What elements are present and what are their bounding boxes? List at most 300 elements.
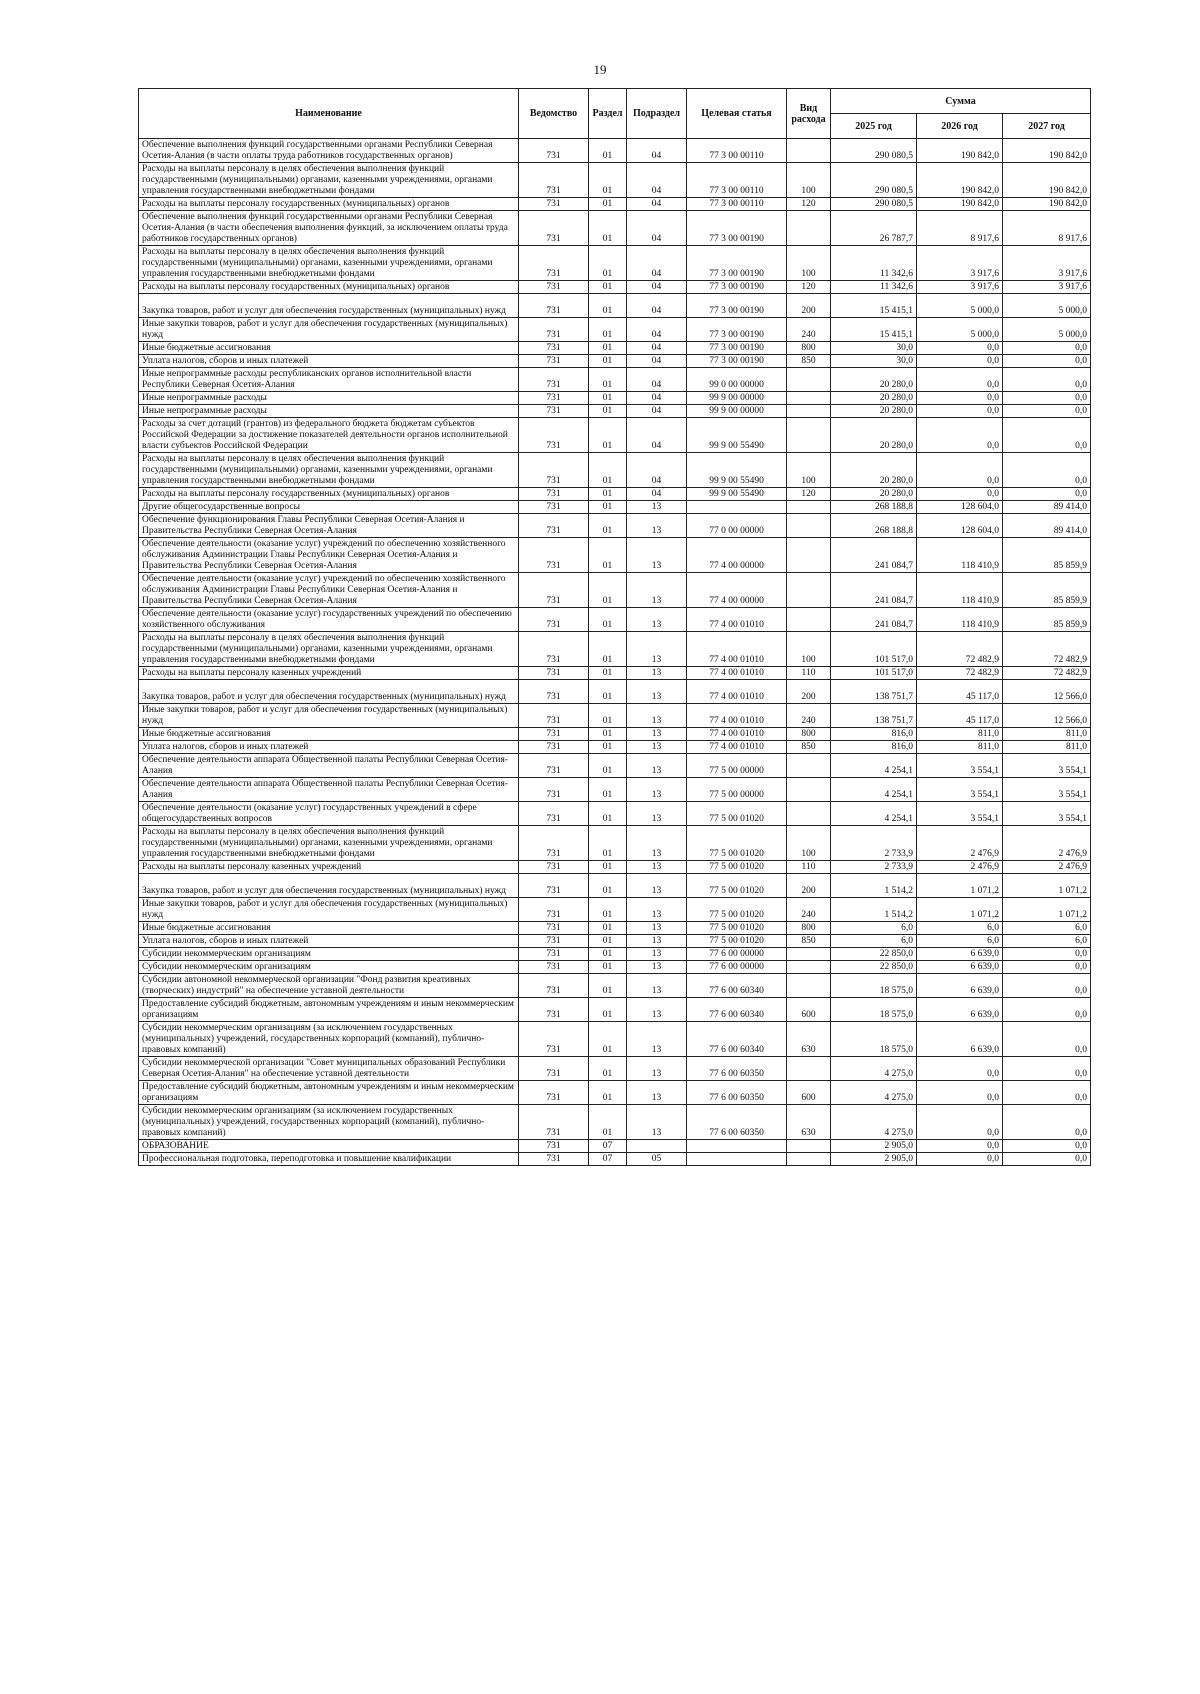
cell-kind	[787, 405, 831, 418]
cell-y2026: 811,0	[917, 728, 1003, 741]
cell-name: Субсидии некоммерческим организациям (за исключением государственных (муниципальных) учреждений, государственных корпораций (компаний), публично-правовых компаний)	[139, 1022, 519, 1057]
cell-sec: 01	[589, 728, 627, 741]
cell-name: Обеспечение выполнения функций государственными органами Республики Северная Осетия-Алания (в части оплаты труда работников государственных органов)	[139, 139, 519, 163]
cell-y2027: 0,0	[1003, 368, 1091, 392]
table-row	[139, 667, 1091, 680]
cell-dept: 731	[519, 355, 589, 368]
table-row	[139, 1153, 1091, 1166]
cell-y2026: 3 917,6	[917, 281, 1003, 294]
cell-sub: 13	[627, 1057, 687, 1081]
cell-kind: 630	[787, 1105, 831, 1140]
cell-kind: 850	[787, 935, 831, 948]
cell-kind	[787, 974, 831, 998]
table-row	[139, 874, 1091, 898]
cell-y2025: 241 084,7	[831, 538, 917, 573]
cell-y2025: 18 575,0	[831, 1022, 917, 1057]
cell-dept: 731	[519, 778, 589, 802]
cell-y2026: 72 482,9	[917, 667, 1003, 680]
cell-sec: 01	[589, 405, 627, 418]
cell-name: Обеспечение выполнения функций государственными органами Республики Северная Осетия-Алания (в части обеспечения выполнения функций, за исключением оплаты труда работников государственных органов)	[139, 211, 519, 246]
cell-target: 99 9 00 55490	[687, 418, 787, 453]
cell-name: Иные непрограммные расходы	[139, 392, 519, 405]
cell-y2027: 0,0	[1003, 418, 1091, 453]
cell-dept: 731	[519, 1153, 589, 1166]
cell-sub: 13	[627, 1105, 687, 1140]
cell-y2026: 0,0	[917, 1057, 1003, 1081]
cell-target: 77 4 00 01010	[687, 728, 787, 741]
cell-dept: 731	[519, 898, 589, 922]
cell-y2026: 0,0	[917, 355, 1003, 368]
cell-kind: 100	[787, 163, 831, 198]
cell-dept: 731	[519, 754, 589, 778]
cell-kind	[787, 778, 831, 802]
cell-sec: 01	[589, 948, 627, 961]
table-row	[139, 538, 1091, 573]
cell-y2026: 0,0	[917, 342, 1003, 355]
table-row	[139, 948, 1091, 961]
cell-y2027: 1 071,2	[1003, 898, 1091, 922]
cell-name: Субсидии некоммерческим организациям	[139, 948, 519, 961]
cell-target: 77 5 00 01020	[687, 935, 787, 948]
cell-target: 77 6 00 60350	[687, 1057, 787, 1081]
cell-y2025: 138 751,7	[831, 680, 917, 704]
cell-target: 99 0 00 00000	[687, 368, 787, 392]
table-header	[139, 89, 1091, 139]
cell-target: 77 5 00 01020	[687, 802, 787, 826]
cell-kind: 100	[787, 826, 831, 861]
cell-target: 77 6 00 00000	[687, 948, 787, 961]
table-row	[139, 778, 1091, 802]
cell-kind	[787, 802, 831, 826]
cell-sub: 13	[627, 974, 687, 998]
cell-target: 77 5 00 01020	[687, 922, 787, 935]
cell-name: Расходы на выплаты персоналу казенных учреждений	[139, 667, 519, 680]
table-row	[139, 802, 1091, 826]
cell-name: Другие общегосударственные вопросы	[139, 501, 519, 514]
cell-y2025: 20 280,0	[831, 488, 917, 501]
cell-kind: 800	[787, 342, 831, 355]
cell-y2025: 11 342,6	[831, 246, 917, 281]
cell-dept: 731	[519, 998, 589, 1022]
table-row	[139, 861, 1091, 874]
cell-sub: 13	[627, 608, 687, 632]
cell-y2027: 0,0	[1003, 392, 1091, 405]
cell-y2025: 20 280,0	[831, 453, 917, 488]
cell-y2026: 3 554,1	[917, 754, 1003, 778]
cell-y2026: 0,0	[917, 1081, 1003, 1105]
header-dept: Ведомство	[519, 89, 589, 139]
cell-y2027: 0,0	[1003, 355, 1091, 368]
cell-y2026: 190 842,0	[917, 198, 1003, 211]
cell-y2027: 8 917,6	[1003, 211, 1091, 246]
cell-sec: 01	[589, 680, 627, 704]
cell-y2025: 2 733,9	[831, 826, 917, 861]
cell-y2025: 2 905,0	[831, 1153, 917, 1166]
cell-sub: 13	[627, 501, 687, 514]
cell-y2026: 0,0	[917, 418, 1003, 453]
cell-y2026: 118 410,9	[917, 608, 1003, 632]
cell-y2025: 26 787,7	[831, 211, 917, 246]
table-row	[139, 898, 1091, 922]
cell-y2025: 30,0	[831, 342, 917, 355]
cell-sec: 01	[589, 418, 627, 453]
cell-sec: 01	[589, 998, 627, 1022]
cell-name: Расходы на выплаты персоналу государственных (муниципальных) органов	[139, 281, 519, 294]
cell-y2026: 1 071,2	[917, 874, 1003, 898]
table-row	[139, 922, 1091, 935]
cell-dept: 731	[519, 573, 589, 608]
cell-name: Закупка товаров, работ и услуг для обеспечения государственных (муниципальных) нужд	[139, 680, 519, 704]
cell-sub: 04	[627, 392, 687, 405]
cell-target: 77 6 00 60340	[687, 998, 787, 1022]
cell-y2025: 138 751,7	[831, 704, 917, 728]
cell-name: Расходы на выплаты персоналу в целях обеспечения выполнения функций государственными (муниципальными) органами, казенными учреждениями, органами управления государственными внебюджетными фондами	[139, 163, 519, 198]
header-name: Наименование	[139, 89, 519, 139]
table-row	[139, 1022, 1091, 1057]
cell-target: 77 5 00 01020	[687, 826, 787, 861]
cell-kind	[787, 392, 831, 405]
cell-sub: 13	[627, 874, 687, 898]
cell-kind: 110	[787, 667, 831, 680]
cell-y2026: 6 639,0	[917, 948, 1003, 961]
cell-sec: 01	[589, 139, 627, 163]
cell-kind: 800	[787, 728, 831, 741]
cell-sec: 01	[589, 1057, 627, 1081]
cell-y2027: 0,0	[1003, 1022, 1091, 1057]
cell-sec: 01	[589, 898, 627, 922]
cell-sub: 13	[627, 922, 687, 935]
cell-sub: 04	[627, 163, 687, 198]
cell-sec: 01	[589, 935, 627, 948]
cell-kind: 200	[787, 874, 831, 898]
cell-name: ОБРАЗОВАНИЕ	[139, 1140, 519, 1153]
cell-target: 77 4 00 00000	[687, 538, 787, 573]
cell-sub: 13	[627, 998, 687, 1022]
table-row	[139, 680, 1091, 704]
cell-y2025: 20 280,0	[831, 392, 917, 405]
cell-kind: 600	[787, 1081, 831, 1105]
cell-dept: 731	[519, 608, 589, 632]
cell-kind	[787, 573, 831, 608]
cell-kind: 850	[787, 741, 831, 754]
cell-name: Расходы за счет дотаций (грантов) из федерального бюджета бюджетам субъектов Российской Федерации за достижение показателей деятельности органов исполнительной власти субъектов Российской Федерации	[139, 418, 519, 453]
cell-name: Иные непрограммные расходы республиканских органов исполнительной власти Республики Северная Осетия-Алания	[139, 368, 519, 392]
cell-sec: 01	[589, 318, 627, 342]
cell-sec: 01	[589, 342, 627, 355]
cell-dept: 731	[519, 922, 589, 935]
cell-sub: 04	[627, 211, 687, 246]
cell-sec: 07	[589, 1140, 627, 1153]
cell-sub	[627, 1140, 687, 1153]
cell-name: Обеспечение функционирования Главы Республики Северная Осетия-Алания и Правительства Республики Северная Осетия-Алания	[139, 514, 519, 538]
header-kind: Вид расхода	[787, 89, 831, 139]
cell-kind	[787, 754, 831, 778]
cell-target: 77 3 00 00190	[687, 281, 787, 294]
cell-kind: 200	[787, 294, 831, 318]
cell-y2025: 4 254,1	[831, 778, 917, 802]
cell-sub: 04	[627, 342, 687, 355]
cell-dept: 731	[519, 198, 589, 211]
cell-kind	[787, 368, 831, 392]
cell-y2025: 15 415,1	[831, 318, 917, 342]
table-row	[139, 418, 1091, 453]
cell-y2027: 85 859,9	[1003, 538, 1091, 573]
cell-sub: 13	[627, 802, 687, 826]
cell-target: 77 3 00 00190	[687, 246, 787, 281]
cell-sec: 01	[589, 355, 627, 368]
cell-y2026: 6,0	[917, 922, 1003, 935]
cell-sec: 01	[589, 246, 627, 281]
budget-table	[138, 88, 1091, 1166]
cell-dept: 731	[519, 741, 589, 754]
cell-name: Обеспечение деятельности аппарата Общественной палаты Республики Северная Осетия-Алания	[139, 778, 519, 802]
cell-target: 77 6 00 60340	[687, 974, 787, 998]
cell-y2027: 6,0	[1003, 922, 1091, 935]
cell-y2026: 0,0	[917, 392, 1003, 405]
cell-kind	[787, 1140, 831, 1153]
cell-kind: 100	[787, 453, 831, 488]
cell-y2025: 22 850,0	[831, 961, 917, 974]
cell-sub: 13	[627, 632, 687, 667]
table-row	[139, 1081, 1091, 1105]
cell-y2026: 45 117,0	[917, 680, 1003, 704]
cell-sec: 01	[589, 778, 627, 802]
cell-y2026: 118 410,9	[917, 538, 1003, 573]
table-row	[139, 355, 1091, 368]
cell-kind: 600	[787, 998, 831, 1022]
cell-sec: 01	[589, 294, 627, 318]
cell-name: Субсидии некоммерческим организациям (за исключением государственных (муниципальных) учреждений, государственных корпораций (компаний), публично-правовых компаний)	[139, 1105, 519, 1140]
cell-y2027: 1 071,2	[1003, 874, 1091, 898]
cell-target: 77 4 00 01010	[687, 680, 787, 704]
cell-y2025: 30,0	[831, 355, 917, 368]
cell-y2027: 190 842,0	[1003, 163, 1091, 198]
cell-target: 99 9 00 00000	[687, 392, 787, 405]
cell-name: Расходы на выплаты персоналу в целях обеспечения выполнения функций государственными (муниципальными) органами, казенными учреждениями, органами управления государственными внебюджетными фондами	[139, 826, 519, 861]
cell-y2026: 6 639,0	[917, 961, 1003, 974]
cell-y2025: 290 080,5	[831, 139, 917, 163]
cell-kind: 240	[787, 318, 831, 342]
cell-sec: 01	[589, 368, 627, 392]
table-row	[139, 632, 1091, 667]
cell-name: Закупка товаров, работ и услуг для обеспечения государственных (муниципальных) нужд	[139, 294, 519, 318]
header-2026: 2026 год	[917, 114, 1003, 139]
cell-sub: 13	[627, 778, 687, 802]
cell-name: Субсидии некоммерческой организации "Совет муниципальных образований Республики Северная Осетия-Алания" на обеспечение уставной деятельности	[139, 1057, 519, 1081]
cell-y2027: 3 554,1	[1003, 802, 1091, 826]
cell-sub: 13	[627, 861, 687, 874]
header-sum: Сумма	[831, 89, 1091, 114]
cell-y2027: 0,0	[1003, 342, 1091, 355]
table-row	[139, 318, 1091, 342]
cell-sec: 01	[589, 754, 627, 778]
table-row	[139, 935, 1091, 948]
cell-y2026: 6 639,0	[917, 1022, 1003, 1057]
cell-kind	[787, 961, 831, 974]
cell-y2026: 72 482,9	[917, 632, 1003, 667]
header-target: Целевая статья	[687, 89, 787, 139]
cell-dept: 731	[519, 728, 589, 741]
cell-y2026: 6 639,0	[917, 998, 1003, 1022]
cell-y2027: 0,0	[1003, 998, 1091, 1022]
cell-dept: 731	[519, 667, 589, 680]
cell-y2025: 20 280,0	[831, 368, 917, 392]
cell-name: Обеспечение деятельности аппарата Общественной палаты Республики Северная Осетия-Алания	[139, 754, 519, 778]
cell-sub: 04	[627, 198, 687, 211]
cell-y2027: 12 566,0	[1003, 680, 1091, 704]
table-row	[139, 163, 1091, 198]
table-row	[139, 754, 1091, 778]
cell-y2025: 241 084,7	[831, 608, 917, 632]
cell-y2026: 128 604,0	[917, 514, 1003, 538]
cell-y2027: 0,0	[1003, 1153, 1091, 1166]
cell-y2026: 2 476,9	[917, 826, 1003, 861]
cell-dept: 731	[519, 418, 589, 453]
cell-y2025: 22 850,0	[831, 948, 917, 961]
cell-y2027: 0,0	[1003, 974, 1091, 998]
table-row	[139, 392, 1091, 405]
cell-dept: 731	[519, 704, 589, 728]
cell-y2027: 0,0	[1003, 488, 1091, 501]
cell-name: Расходы на выплаты персоналу в целях обеспечения выполнения функций государственными (муниципальными) органами, казенными учреждениями, органами управления государственными внебюджетными фондами	[139, 453, 519, 488]
cell-sub: 04	[627, 139, 687, 163]
cell-y2025: 20 280,0	[831, 405, 917, 418]
cell-sec: 01	[589, 1105, 627, 1140]
cell-y2027: 0,0	[1003, 1081, 1091, 1105]
cell-kind: 630	[787, 1022, 831, 1057]
cell-sub: 13	[627, 961, 687, 974]
table-row	[139, 608, 1091, 632]
cell-y2026: 0,0	[917, 1140, 1003, 1153]
cell-sec: 01	[589, 667, 627, 680]
cell-dept: 731	[519, 405, 589, 418]
cell-sub: 04	[627, 405, 687, 418]
cell-target: 77 4 00 01010	[687, 667, 787, 680]
cell-target: 77 3 00 00110	[687, 163, 787, 198]
cell-y2026: 1 071,2	[917, 898, 1003, 922]
cell-kind	[787, 501, 831, 514]
cell-sub: 13	[627, 573, 687, 608]
cell-y2026: 3 554,1	[917, 802, 1003, 826]
cell-sec: 01	[589, 1022, 627, 1057]
cell-y2027: 5 000,0	[1003, 318, 1091, 342]
cell-sub: 04	[627, 355, 687, 368]
cell-y2026: 3 554,1	[917, 778, 1003, 802]
cell-y2027: 85 859,9	[1003, 573, 1091, 608]
cell-name: Иные закупки товаров, работ и услуг для обеспечения государственных (муниципальных) нужд	[139, 704, 519, 728]
cell-kind: 200	[787, 680, 831, 704]
cell-dept: 731	[519, 680, 589, 704]
cell-sec: 01	[589, 211, 627, 246]
cell-y2027: 190 842,0	[1003, 139, 1091, 163]
cell-y2025: 268 188,8	[831, 514, 917, 538]
cell-dept: 731	[519, 948, 589, 961]
cell-target: 77 4 00 01010	[687, 741, 787, 754]
cell-y2027: 0,0	[1003, 453, 1091, 488]
cell-sec: 01	[589, 922, 627, 935]
cell-sub: 13	[627, 935, 687, 948]
cell-sec: 01	[589, 961, 627, 974]
cell-kind: 120	[787, 281, 831, 294]
cell-y2027: 3 554,1	[1003, 754, 1091, 778]
cell-y2025: 11 342,6	[831, 281, 917, 294]
cell-y2026: 6,0	[917, 935, 1003, 948]
cell-name: Закупка товаров, работ и услуг для обеспечения государственных (муниципальных) нужд	[139, 874, 519, 898]
cell-y2025: 4 275,0	[831, 1105, 917, 1140]
cell-target	[687, 501, 787, 514]
cell-kind	[787, 948, 831, 961]
cell-target: 77 3 00 00110	[687, 198, 787, 211]
cell-dept: 731	[519, 294, 589, 318]
cell-dept: 731	[519, 1057, 589, 1081]
cell-sub: 04	[627, 488, 687, 501]
cell-dept: 731	[519, 632, 589, 667]
table-row	[139, 961, 1091, 974]
cell-target: 77 6 00 60340	[687, 1022, 787, 1057]
cell-kind: 100	[787, 632, 831, 667]
cell-target: 77 5 00 01020	[687, 861, 787, 874]
cell-sub: 04	[627, 318, 687, 342]
cell-kind	[787, 538, 831, 573]
cell-target: 77 5 00 01020	[687, 898, 787, 922]
cell-sec: 01	[589, 501, 627, 514]
cell-y2027: 85 859,9	[1003, 608, 1091, 632]
cell-name: Расходы на выплаты персоналу в целях обеспечения выполнения функций государственными (муниципальными) органами, казенными учреждениями, органами управления государственными внебюджетными фондами	[139, 632, 519, 667]
cell-sub: 13	[627, 1022, 687, 1057]
cell-y2026: 0,0	[917, 368, 1003, 392]
cell-y2027: 0,0	[1003, 961, 1091, 974]
cell-y2025: 18 575,0	[831, 974, 917, 998]
cell-y2027: 811,0	[1003, 728, 1091, 741]
cell-y2026: 3 917,6	[917, 246, 1003, 281]
cell-y2026: 811,0	[917, 741, 1003, 754]
table-row	[139, 198, 1091, 211]
cell-sub: 04	[627, 368, 687, 392]
cell-sec: 01	[589, 802, 627, 826]
cell-name: Субсидии некоммерческим организациям	[139, 961, 519, 974]
table-row	[139, 488, 1091, 501]
cell-kind: 850	[787, 355, 831, 368]
cell-target: 99 9 00 55490	[687, 453, 787, 488]
cell-dept: 731	[519, 246, 589, 281]
cell-y2025: 290 080,5	[831, 163, 917, 198]
cell-dept: 731	[519, 501, 589, 514]
cell-name: Субсидии автономной некоммерческой организации "Фонд развития креативных (творческих) индустрий" на обеспечение уставной деятельности	[139, 974, 519, 998]
cell-name: Иные бюджетные ассигнования	[139, 922, 519, 935]
cell-y2025: 15 415,1	[831, 294, 917, 318]
cell-sec: 01	[589, 632, 627, 667]
cell-dept: 731	[519, 861, 589, 874]
cell-y2026: 0,0	[917, 405, 1003, 418]
cell-kind	[787, 1057, 831, 1081]
table-row	[139, 294, 1091, 318]
cell-y2027: 0,0	[1003, 1140, 1091, 1153]
cell-dept: 731	[519, 453, 589, 488]
cell-name: Уплата налогов, сборов и иных платежей	[139, 355, 519, 368]
cell-sub: 13	[627, 538, 687, 573]
cell-kind: 800	[787, 922, 831, 935]
cell-sub: 04	[627, 418, 687, 453]
cell-target: 99 9 00 55490	[687, 488, 787, 501]
cell-y2027: 89 414,0	[1003, 514, 1091, 538]
cell-name: Иные закупки товаров, работ и услуг для обеспечения государственных (муниципальных) нужд	[139, 318, 519, 342]
cell-kind	[787, 1153, 831, 1166]
cell-sec: 01	[589, 861, 627, 874]
cell-sec: 01	[589, 974, 627, 998]
table-row	[139, 405, 1091, 418]
cell-y2026: 6 639,0	[917, 974, 1003, 998]
cell-kind: 120	[787, 198, 831, 211]
